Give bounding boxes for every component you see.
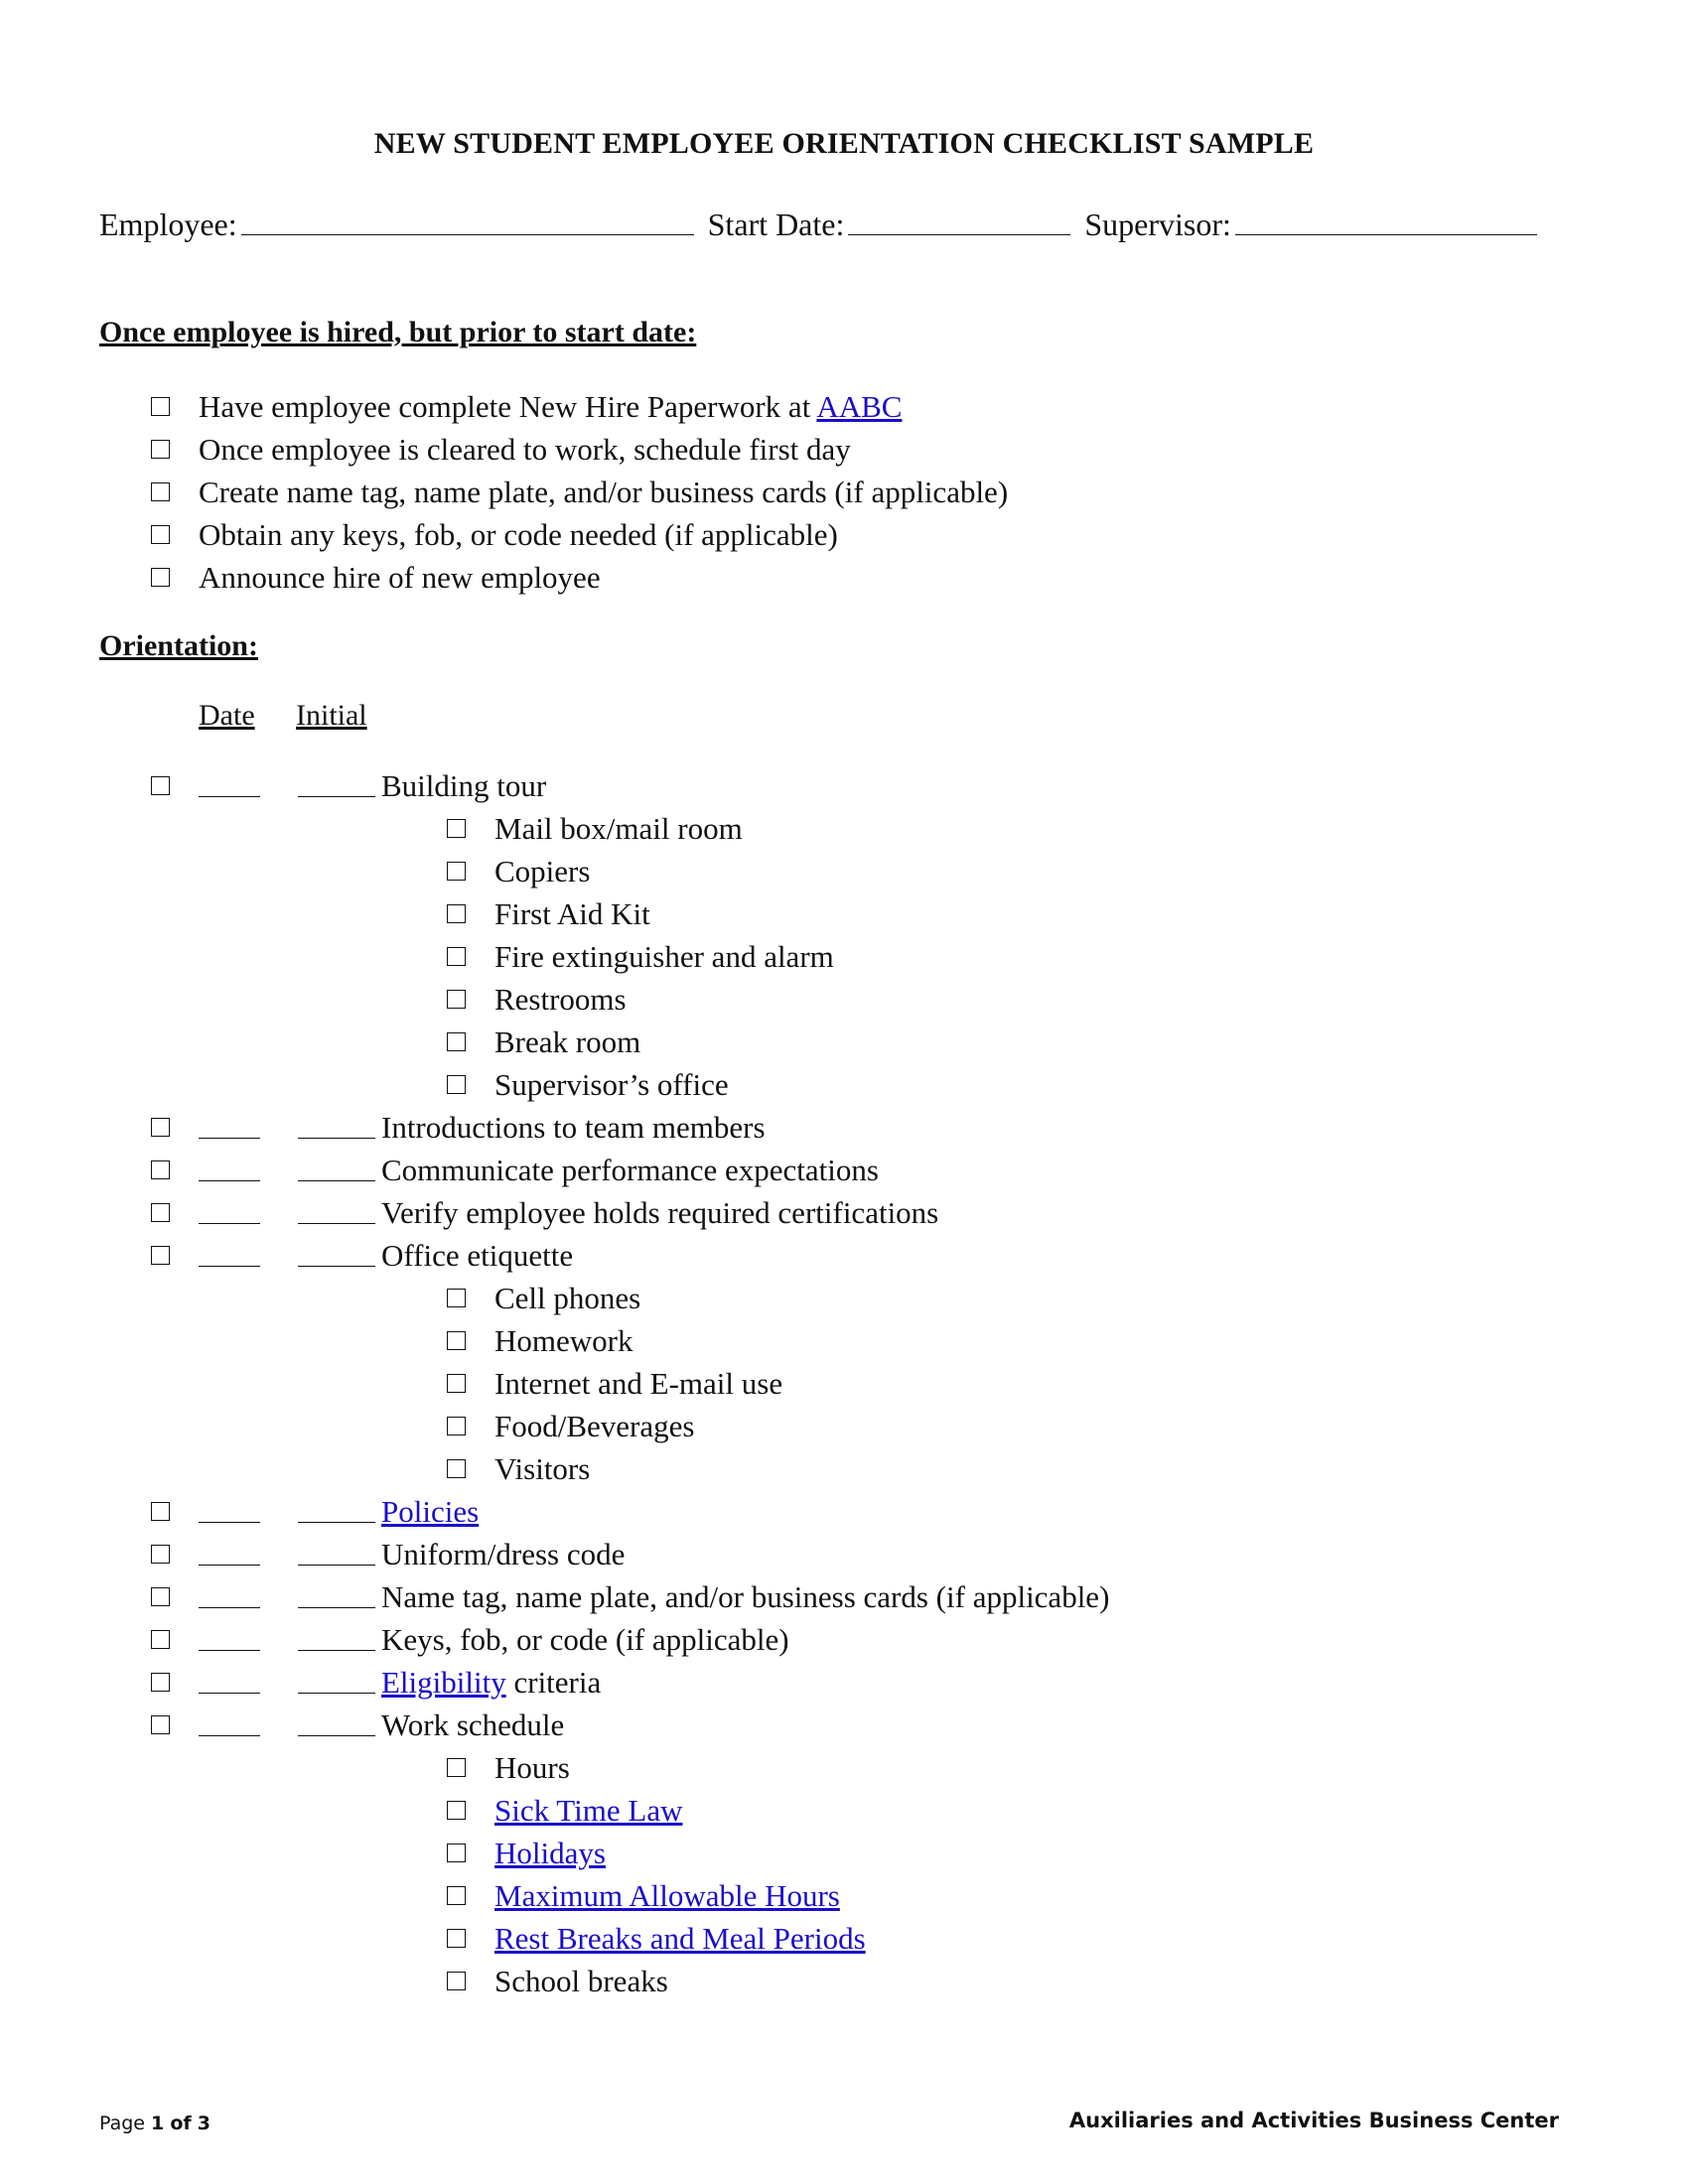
- checkbox[interactable]: [447, 904, 466, 923]
- date-blank[interactable]: [199, 1607, 260, 1608]
- date-blank[interactable]: [199, 1735, 260, 1736]
- date-blank[interactable]: [199, 1565, 260, 1566]
- date-blank[interactable]: [199, 1180, 260, 1181]
- maximum-allowable-hours-link[interactable]: Maximum Allowable Hours: [494, 1878, 840, 1913]
- checkbox[interactable]: [151, 397, 170, 416]
- sub-item-label: Fire extinguisher and alarm: [494, 939, 834, 974]
- item-label: criteria: [513, 1665, 602, 1700]
- checkbox[interactable]: [447, 1843, 466, 1862]
- page-word: Page: [99, 2113, 145, 2134]
- sub-item-label: Break room: [494, 1024, 641, 1059]
- sub-item-label: Visitors: [494, 1451, 591, 1486]
- sick-time-law-link[interactable]: Sick Time Law: [494, 1793, 683, 1828]
- checkbox[interactable]: [447, 819, 466, 838]
- initial-blank[interactable]: [298, 1650, 375, 1651]
- page-total: 3: [197, 2113, 211, 2134]
- item-label: Work schedule: [381, 1707, 565, 1742]
- sub-item-label: First Aid Kit: [494, 896, 650, 931]
- holidays-link[interactable]: Holidays: [494, 1836, 606, 1870]
- orientation-heading: Orientation:: [99, 629, 258, 662]
- document-title: NEW STUDENT EMPLOYEE ORIENTATION CHECKLIST SAMPLE: [373, 127, 1315, 160]
- checkbox[interactable]: [447, 1289, 466, 1307]
- checkbox[interactable]: [151, 1587, 170, 1606]
- initial-blank[interactable]: [298, 1565, 375, 1566]
- item-label: Office etiquette: [381, 1238, 574, 1273]
- checkbox[interactable]: [151, 1502, 170, 1521]
- checkbox[interactable]: [447, 1459, 466, 1478]
- item-label: Obtain any keys, fob, or code needed (if applicable): [199, 517, 838, 552]
- sub-item-label: Homework: [494, 1323, 633, 1358]
- employee-blank[interactable]: [241, 208, 694, 235]
- sub-item-label: Internet and E-mail use: [494, 1366, 783, 1401]
- checkbox[interactable]: [447, 1972, 466, 1990]
- footer-organization: Auxiliaries and Activities Business Center: [1068, 2109, 1559, 2132]
- date-blank[interactable]: [199, 796, 260, 797]
- checkbox[interactable]: [151, 525, 170, 544]
- date-blank[interactable]: [199, 1522, 260, 1523]
- aabc-link[interactable]: AABC: [816, 389, 903, 424]
- initial-blank[interactable]: [298, 1522, 375, 1523]
- checkbox[interactable]: [151, 1246, 170, 1265]
- supervisor-label: Supervisor:: [1084, 206, 1231, 242]
- start-date-label: Start Date:: [707, 206, 845, 242]
- checkbox[interactable]: [447, 1374, 466, 1393]
- checkbox[interactable]: [447, 1886, 466, 1905]
- initial-blank[interactable]: [298, 1180, 375, 1181]
- date-blank[interactable]: [199, 1693, 260, 1694]
- checkbox[interactable]: [151, 1118, 170, 1137]
- item-label: Have employee complete New Hire Paperwork at: [199, 389, 811, 424]
- date-blank[interactable]: [199, 1650, 260, 1651]
- item-label: Keys, fob, or code (if applicable): [381, 1622, 789, 1657]
- checkbox[interactable]: [447, 1758, 466, 1777]
- supervisor-blank[interactable]: [1235, 208, 1537, 235]
- employee-label: Employee:: [99, 206, 237, 242]
- item-label: Introductions to team members: [381, 1110, 766, 1145]
- checkbox[interactable]: [151, 776, 170, 795]
- page-number: [99, 2113, 211, 2134]
- item-label: Name tag, name plate, and/or business cards (if applicable): [381, 1579, 1110, 1614]
- page-of: of: [170, 2113, 192, 2134]
- checkbox[interactable]: [151, 568, 170, 587]
- initial-blank[interactable]: [298, 1607, 375, 1608]
- checkbox[interactable]: [151, 1203, 170, 1222]
- date-blank[interactable]: [199, 1223, 260, 1224]
- rest-breaks-link[interactable]: Rest Breaks and Meal Periods: [494, 1921, 866, 1956]
- checkbox[interactable]: [447, 1417, 466, 1435]
- initial-blank[interactable]: [298, 1223, 375, 1224]
- checkbox[interactable]: [447, 1929, 466, 1948]
- checkbox[interactable]: [447, 947, 466, 966]
- page-current: 1: [151, 2113, 165, 2134]
- initial-blank[interactable]: [298, 796, 375, 797]
- sub-item-label: Mail box/mail room: [494, 811, 743, 846]
- sub-item-label: Supervisor’s office: [494, 1067, 729, 1102]
- eligibility-link[interactable]: Eligibility: [381, 1665, 506, 1700]
- sub-item-label: School breaks: [494, 1964, 668, 1998]
- date-blank[interactable]: [199, 1266, 260, 1267]
- item-label: Uniform/dress code: [381, 1537, 626, 1571]
- checkbox[interactable]: [151, 1673, 170, 1692]
- sub-item-label: Restrooms: [494, 982, 627, 1017]
- checkbox[interactable]: [151, 482, 170, 501]
- item-label: Once employee is cleared to work, schedule first day: [199, 432, 851, 467]
- sub-item-label: Hours: [494, 1750, 570, 1785]
- checkbox[interactable]: [151, 1630, 170, 1649]
- initial-blank[interactable]: [298, 1735, 375, 1736]
- item-label: Communicate performance expectations: [381, 1153, 879, 1187]
- checkbox[interactable]: [447, 1075, 466, 1094]
- pre-start-heading: Once employee is hired, but prior to start date:: [99, 316, 697, 348]
- item-label: Verify employee holds required certifications: [381, 1195, 939, 1230]
- item-label: Building tour: [381, 768, 547, 803]
- checkbox[interactable]: [151, 1715, 170, 1734]
- item-label: Create name tag, name plate, and/or business cards (if applicable): [199, 475, 1009, 509]
- item-label: Announce hire of new employee: [199, 560, 601, 595]
- checkbox[interactable]: [447, 1801, 466, 1820]
- initial-blank[interactable]: [298, 1138, 375, 1139]
- date-column-header: Date: [199, 699, 255, 732]
- checkbox[interactable]: [447, 862, 466, 881]
- start-date-blank[interactable]: [848, 208, 1070, 235]
- initial-blank[interactable]: [298, 1693, 375, 1694]
- checkbox[interactable]: [447, 1032, 466, 1051]
- sub-item-label: Cell phones: [494, 1281, 641, 1315]
- checkbox[interactable]: [151, 1160, 170, 1179]
- checkbox[interactable]: [447, 1331, 466, 1350]
- checkbox[interactable]: [447, 990, 466, 1009]
- sub-item-label: Food/Beverages: [494, 1409, 695, 1443]
- policies-link[interactable]: Policies: [381, 1494, 480, 1529]
- checkbox[interactable]: [151, 1545, 170, 1564]
- date-blank[interactable]: [199, 1138, 260, 1139]
- sub-item-label: Copiers: [494, 854, 591, 888]
- initial-column-header: Initial: [296, 699, 367, 732]
- initial-blank[interactable]: [298, 1266, 375, 1267]
- checkbox[interactable]: [151, 440, 170, 459]
- header-fields: [99, 206, 1543, 243]
